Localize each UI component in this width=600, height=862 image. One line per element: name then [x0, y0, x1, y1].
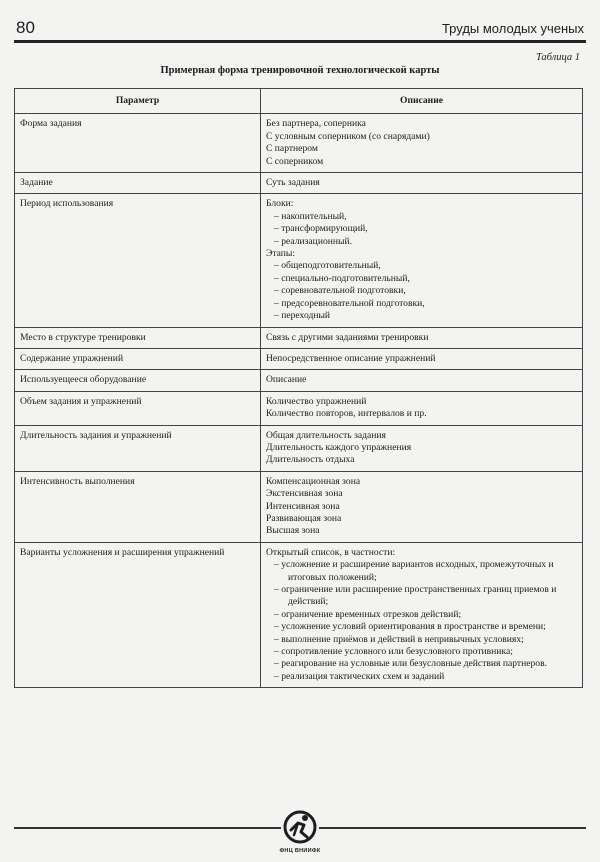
- desc-line: Компенсационная зона: [266, 475, 361, 487]
- footer-logo-text: ФНЦ ВНИИФК: [279, 848, 321, 854]
- desc-cell: [261, 327, 583, 348]
- param-cell: Объем задания и упражнений: [15, 391, 261, 425]
- table-header-row: [15, 89, 583, 114]
- table-row: [15, 348, 583, 369]
- desc-line: Количество упражнений: [266, 395, 367, 407]
- table-row: [15, 471, 583, 542]
- desc-line: Экстенсивная зона: [266, 488, 343, 500]
- list-item: – трансформирующий,: [266, 223, 578, 235]
- desc-cell: [261, 391, 583, 425]
- desc-line: Высшая зона: [266, 525, 320, 537]
- list-item: – ограничение или расширение пространственных границ приемов и действий;: [266, 584, 578, 609]
- desc-line: С партнером: [266, 143, 318, 155]
- desc-cell: [261, 425, 583, 471]
- table-row: [15, 425, 583, 471]
- desc-line: Количество повторов, интервалов и пр.: [266, 408, 427, 420]
- list-item: – соревновательной подготовки,: [266, 285, 578, 297]
- desc-cell: [261, 173, 583, 194]
- desc-cell: [261, 542, 583, 687]
- param-cell: Используещееся оборудование: [15, 370, 261, 391]
- desc-cell: [261, 114, 583, 173]
- list-item: – предсоревновательной подготовки,: [266, 298, 578, 310]
- desc-cell: [261, 194, 583, 327]
- page-header: [14, 18, 586, 42]
- table-row: [15, 327, 583, 348]
- table-row: [15, 173, 583, 194]
- param-cell: Содержание упражнений: [15, 348, 261, 369]
- runner-logo-icon: [281, 808, 319, 846]
- desc-line: Длительность каждого упражнения: [266, 441, 412, 453]
- table-label: Таблица 1: [535, 52, 580, 63]
- list-item: – реализационный.: [266, 236, 578, 248]
- table-row: [15, 542, 583, 687]
- desc-cell: [261, 348, 583, 369]
- desc-line: Интенсивная зона: [266, 500, 340, 512]
- list-item: – сопротивление условного или безусловного противника;: [266, 646, 578, 658]
- desc-line: Развивающая зона: [266, 512, 342, 524]
- desc-line: С условным соперником (со снарядами): [266, 130, 430, 142]
- column-header-param: Параметр: [15, 89, 261, 114]
- desc-intro: Этапы:: [266, 248, 296, 260]
- desc-line: Суть задания: [266, 177, 320, 189]
- list-item: – переходный: [266, 310, 578, 322]
- column-header-desc: Описание: [261, 89, 583, 114]
- desc-line: Описание: [266, 374, 307, 386]
- desc-line: С соперником: [266, 155, 324, 167]
- desc-intro: Блоки:: [266, 198, 294, 210]
- desc-intro: Открытый список, в частности:: [266, 546, 396, 558]
- param-cell: Интенсивность выполнения: [15, 471, 261, 542]
- param-cell: Форма задания: [15, 114, 261, 173]
- desc-line: Общая длительность задания: [266, 429, 386, 441]
- table-row: [15, 370, 583, 391]
- param-cell: Место в структуре тренировки: [15, 327, 261, 348]
- list-item: – накопительный,: [266, 211, 578, 223]
- table-row: [15, 194, 583, 327]
- table-row: [15, 391, 583, 425]
- technology-card-table: [14, 88, 583, 688]
- list-item: – ограничение временных отрезков действий;: [266, 609, 578, 621]
- list-item: – общеподготовительный,: [266, 260, 578, 272]
- page-number: 80: [16, 18, 35, 37]
- table-row: [15, 114, 583, 173]
- header-rule: [14, 40, 586, 43]
- desc-line: Связь с другими заданиями тренировки: [266, 331, 429, 343]
- desc-line: Непосредственное описание упражнений: [266, 352, 436, 364]
- param-cell: Задание: [15, 173, 261, 194]
- list-item: – реализация тактических схем и заданий: [266, 671, 578, 683]
- desc-cell: [261, 471, 583, 542]
- list-item: – усложнение условий ориентирования в пространстве и времени;: [266, 621, 578, 633]
- param-cell: Варианты усложнения и расширения упражнений: [15, 542, 261, 687]
- param-cell: Длительность задания и упражнений: [15, 425, 261, 471]
- list-item: – реагирование на условные или безусловные действия партнеров.: [266, 658, 578, 670]
- param-cell: Период использования: [15, 194, 261, 327]
- desc-line: Длительность отдыха: [266, 454, 355, 466]
- desc-cell: [261, 370, 583, 391]
- running-title: Труды молодых ученых: [441, 21, 584, 36]
- list-item: – выполнение приёмов и действий в непривычных условиях;: [266, 634, 578, 646]
- list-item: – специально-подготовительный,: [266, 273, 578, 285]
- list-item: – усложнение и расширение вариантов исходных, промежуточных и итоговых положений;: [266, 559, 578, 584]
- desc-line: Без партнера, соперника: [266, 118, 366, 130]
- table-caption: Примерная форма тренировочной технологической карты: [160, 65, 440, 76]
